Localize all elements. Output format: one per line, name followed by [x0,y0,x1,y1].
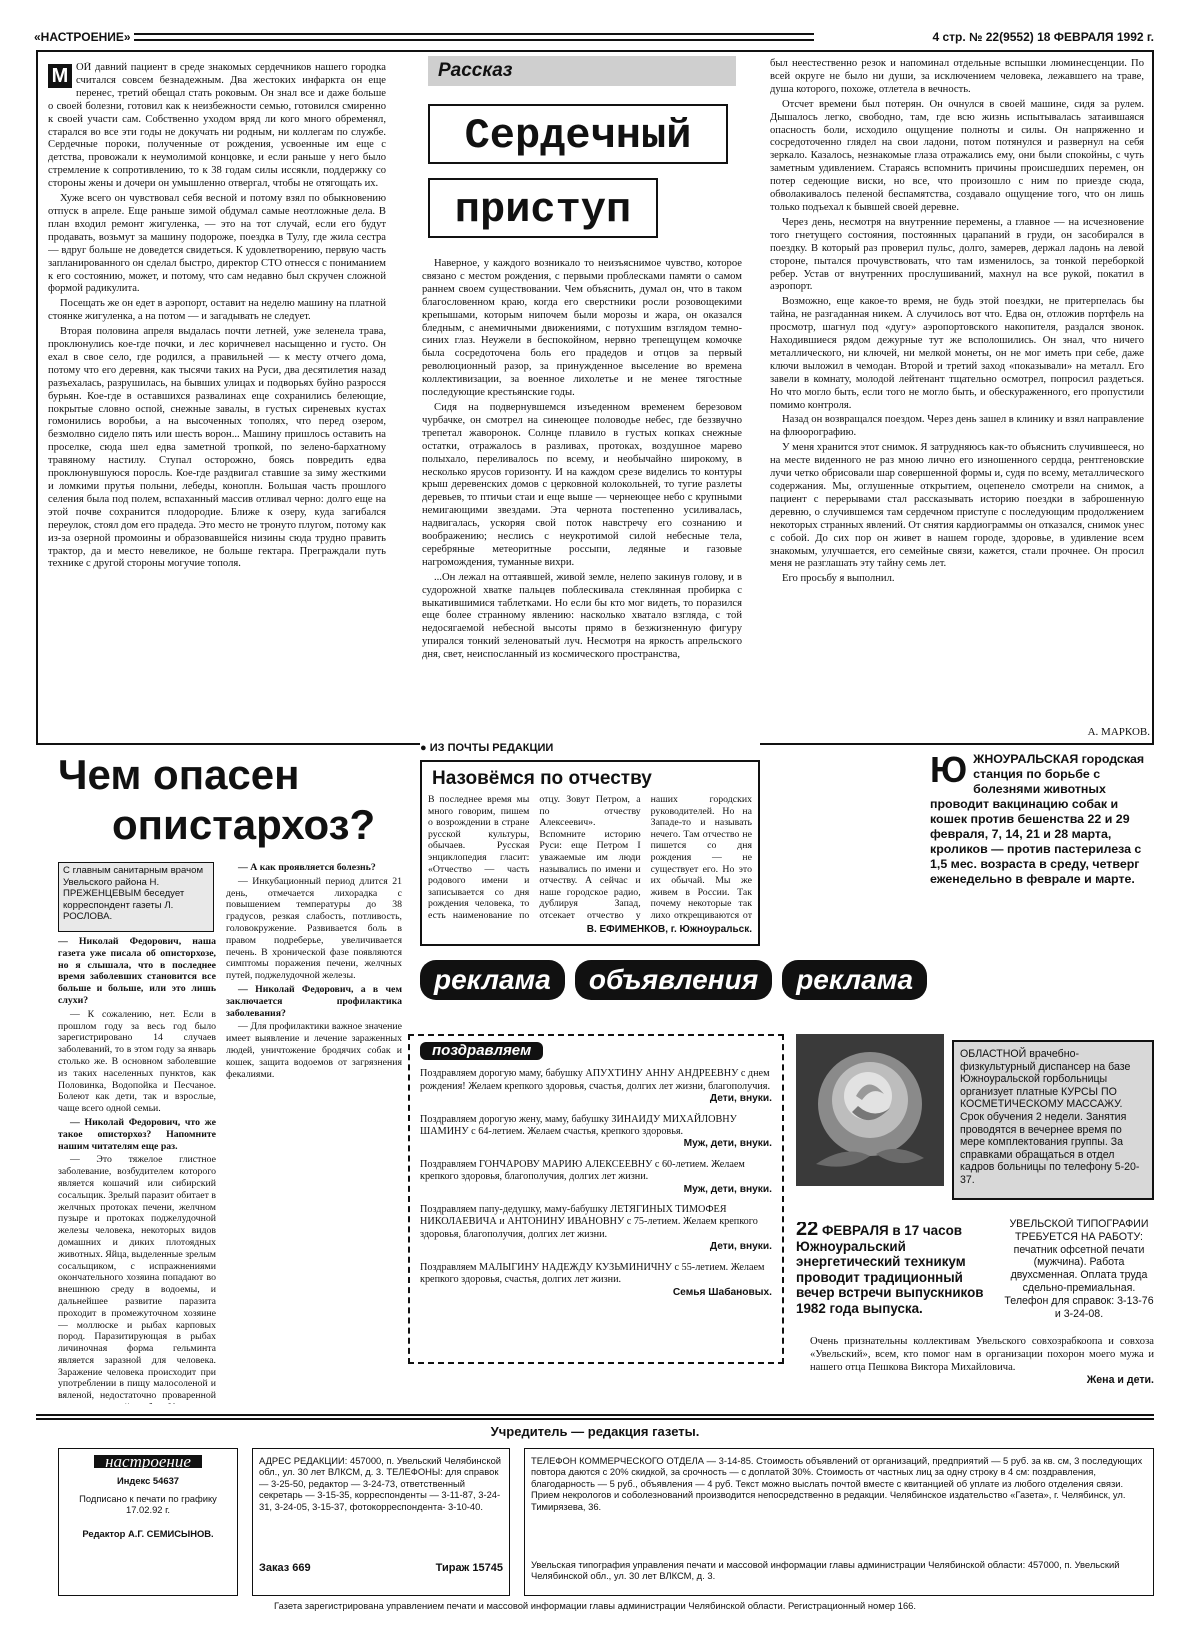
story-paragraph: Его просьбу я выполнил. [782,573,895,585]
interview-answer: — Это тяжелое глистное заболевание, возбудителем которого является кошачий или сибирский сосальщик. Зрелый паразит обитает в желчных протоках печени, желчном пузыре и протоках поджелудочной железы человека, некоторых видов домашних и диких плотоядных животных. Яйца, выделенные зрелым сосальщиком, с испражнениями окончательного хозяина попадают во внешнюю среду в водоемы, и дальнейшее развитие паразита проходит в промежуточном хозяине — моллюске и рыбах карповых пород. Паразитирующая в рыбах личиночная форма гельминта является заразной для человека. Заражение человека происходит при употреблении в пищу малосоленой и вяленой, недостаточно проваренной [58,1154,216,1402]
editor-name: Редактор А.Г. СЕМИСЫНОВ. [82,1527,214,1539]
story-rubric: Рассказ [428,56,736,86]
story-paragraph: У меня хранится этот снимок. Я затрудняюсь как-то объяснить случившееся, но на месте виденного не раз мною лично его изношенного сердца, рентгеновские лучи четко обрисовали шар совершенной формы и, судя по всему, металлического содержания. Мы, оглушенные открытием, оцепенело смотрели на снимок, а пациент с перерывами стал рассказывать историю поездки в заброшенную деревню, о случившемся там сердечном приступе с последующим продолжением некоторых странных явлений. От снятия кардиограммы он отказался, снимок унес с собой. До сих пор он живет в нашем городе, здоровье, в удивление всем знакомым, улучшается, его семейные связи, кажется, стали прочнее. Он просил меня не разглашать эту тайну семь лет. [770,442,1144,570]
congratulation-entry [420,1068,772,1105]
massage-courses-notice: ОБЛАСТНОЙ врачебно-физкультурный диспансер на базе Южноуральской горбольницы организует платные КУРСЫ ПО КОСМЕТИЧЕСКОМУ МАССАЖУ. Срок обучения 2 недели. Занятия проводятся в вечернее время по мере комплектования группы. За справками обращаться в отдел кадров больницы по телефону 5-20-37. [952,1040,1154,1200]
order-number: Заказ 669 [259,1562,311,1574]
congratulation-text: Поздравляем ГОНЧАРОВУ МАРИЮ АЛЕКСЕЕВНУ с 60-летием. Желаем крепкого здоровья, благополучия, долгих лет жизни. [420,1158,745,1183]
interview-question: — А как проявляется болезнь? [238,862,376,873]
subscription-index: Индекс 54637 [116,1475,180,1487]
footer-founder: Учредитель — редакция газеты. [490,1424,700,1439]
alumni-evening-day: 22 [796,1222,819,1240]
interview-question: — Николай Федорович, что же такое описторхоз? Напомните нашим читателям еще раз. [58,1116,216,1152]
story-paragraph: был неестественно резок и напоминал отдельные вспышки люминесценции. По всей округе не было ни души, за исключением человека, лежавшего на траве, душа которого, похоже, отлетела в вечность. [770,58,1144,95]
footer-address [252,1448,510,1596]
page-header [34,26,1154,48]
gratitude-text: Очень признательны коллективам Увельского совхозрабкоопа и совхоза «Увельский», всем, кто помог нам в организации похорон моего мужа и нашего отца Пешкова Виктора Михайловича. [810,1336,1154,1373]
alumni-evening-text: ФЕВРАЛЯ в 17 часов Южноуральский энергетический техникум проводит традиционный вечер встречи выпускников 1982 года выпуска. [796,1223,984,1316]
job-notice [1004,1218,1154,1330]
rose-icon [796,1034,944,1186]
vaccination-initial: Ю [930,752,968,790]
interview-answer: — Инкубационный период длится 21 день, отмечается лихорадка с повышением температуры до 38 градусов, резкая слабость, потливость, головокружение. Развивается боль в правом подреберье, увеличивается печень. В хронической фазе появляются симптомы поражения печени, желчных путей, поджелудочной железы. [226,875,402,982]
alumni-evening-notice [796,1222,996,1332]
mail-signature: В. ЕФИМЕНКОВ, г. Южноуральск. [586,924,752,935]
job-notice-title: УВЕЛЬСКОЙ ТИПОГРАФИИ [1009,1218,1149,1230]
congratulation-text: Поздравляем дорогую жену, маму, бабушку ЗИНАИДУ МИХАЙЛОВНУ ШАМИНУ с 64-летием. Желаем счастья, крепкого здоровья. [420,1113,737,1138]
story-paragraph: Отсчет времени был потерян. Он очнулся в своей машине, сидя за рулем. Дышалось легко, свободно, там, где всю жизнь испытывалась затаившаяся опасность боли, исходило ощущение полноты и силы. Он напряженно и сосредоточенно глядел на свои ладони, потом потянулся и развернул на себя зеркало. Казалось, незнакомые глаза отражались ему, они были спокойны, с чуть заметным удивлением. Стараясь вспомнить причины происшедших перемен, он потер седеющие виски, но все, что произошло с ним по приезде сюда, обволакивалось пеленой беспамятства, создавало ощущение того, что он лишь только подъехал к бывшей своей деревне. [770,98,1144,213]
editorial-address: АДРЕС РЕДАКЦИИ: 457000, п. Увельский Челябинской обл., ул. 30 лет ВЛКСМ, д. 3. ТЕЛЕФОНЫ: для справок — 3-25-50, редактор — 3-24-73, ответственный секретарь — 3-15-35, корреспонденты — 3-11-87, 3-24-31, 3-24-05, 3-15-37, фотокорреспондента- 3-10-40. [259,1455,502,1512]
newspaper-logo: настроение [94,1455,202,1468]
vaccination-text: ЖНОУРАЛЬСКАЯ городская станция по борьбе с болезнями животных проводит вакцинацию собак и кошек против бешенства 22 и 29 февраля, 7, 14, 21 и 28 марта, кроликов — против пастерилеза с 1,5 мес. возраста в среду, четверг еженедельно в феврале и марте. [930,752,1145,886]
opisthorchosis-column-2 [226,862,402,1404]
header-rule [134,33,814,41]
story-paragraph: Посещать же он едет в аэропорт, оставит на неделю машину на платной стоянке жигуленка, а на потом — и загадывать не следует. [48,298,386,323]
story-paragraph: Вторая половина апреля выдалась почти летней, уже зеленела трава, проклюнулись кое-где почки, и лес коричневел насыщенно и густо. Он ехал в свое село, где родился, а правильней — к месту отчего дома, потому что его деревня, как тысячи таких на Руси, два десятилетия назад разъехалась, разрушилась, на бывших улицах и подворьях буйно разросся бурьян. Кое-где в оставшихся развалинах еще сохранились белеющие, покрытые словно оспой, снежные завалы, в густых сиреневых кустах гомонились воробьи, а на высоченных тополях, что перед озером, безмолвно сидело пять или шесть ворон... Машину пришлось оставить на проселке, сюда шел едва заметной тропкой, по зелено-бархатному травяному настилу. Ступал осторожно, боясь повредить едва проклюнувшуюся поросль. Кое-где раздвигал ставшие за зиму жесткими и ломкими прутья полыни, лебеды, коноплн. Большая часть прошлого селения была под полем, вспаханный массив отливал черно: долго еще на этой почве сохранится плодородие. Ближе к озеру, куда загибался переулок, стоял дом его прадеда. Это место не тронуто плугом, потому как из-за озерной промоины и образовавшейся низины сюда трудно править трактор, да и место невеликое, не больше гектара. Преграждали путь технике с другой стороны могучие тополя. [48,326,386,570]
circulation: Тираж 15745 [435,1562,503,1574]
congratulations-box [408,1034,784,1364]
signed-for-print: Подписано к печати по графику 17.02.92 г. [79,1492,217,1516]
story-column-2 [422,258,742,740]
banner-word-ads-2: реклама [782,960,927,1000]
mail-box [420,760,760,946]
congratulation-from: Семья Шабановых. [672,1286,772,1298]
story-author: А. МАРКОВ. [1087,726,1150,738]
mail-text: В последнее время мы много говорим, пишем о возрождении в стране русской культуры, обычаев. Русская энциклопедия гласит: «Отчество — часть родового имени и записывается со дня рождения человека, то есть наименование по отцу. Зовут Петром, а по отчеству Алексеевич». Вспомните историю Руси: еще Петром I уважаемые им люди назывались по имени и отчеству. А сейчас и наше городское радио, дублируя Запад, отсекает отчество у наших городских руководителей. Но на Западе-то и называть нечего. Там отчество не пишется со дня рождения — не существует его. Но это их обычай. Мы же живем в России. Так почему некоторые так лихо открещиваются от [428,794,752,921]
story-paragraph: ...Он лежал на оттаявшей, живой земле, нелепо закинув голову, и в судорожной хватке пальцев поблескивала стеклянная пробирка с выкатившимися таблетками. Но если бы кто мог видеть, то поразился еще более странному явлению: насколько хватало взгляда, с той недосягаемой небесной высоты прямо в безжизненную фигуру упирался тонкий зеленоватый луч. Несмотря на яркость апрельского дня, свет, неиспосланный из космического пространства, [422,571,742,661]
banner-word-ads-1: реклама [420,960,565,1000]
story-paragraph: Через день, несмотря на внутренние перемены, а главное — на исчезновение того гнетущего состояния, постоянных царапаний в груди, он засобирался в поездку. В который раз проверил пульс, долго, замерев, держал ладонь на левой стороне, пытался прочувствовать, что там изменилось, за тонкой переборкой ребер. Устав от внутренних прослушиваний, махнул на все рукой, покатил в аэропорт. [770,216,1144,293]
ads-banner [420,960,1154,1008]
story-paragraph: Хуже всего он чувствовал себя весной и потому взял по обыкновению отпуск в апреле. Еще раньше зимой обдумал самые неотложные дела. В план входил ремонт жигуленка, — это на тот случай, если его будут продавать, возьмут за машину подороже, поездка в Тулу, где жила сестра — вдруг больше не доведется свидеться. К удовлетворению, первую часть запланированного он сделал быстро, директор СТО отнесся с пониманием к его состоянию, может, и потому, что сам недавно был скручен сложной формой радикулита. [48,193,386,295]
job-notice-subtitle: ТРЕБУЕТСЯ НА РАБОТУ: [1015,1230,1143,1243]
congratulation-entry [420,1159,772,1196]
opisthorchosis-title-line-2: опистархоз? [112,801,376,848]
story-paragraph: Назад он возвращался поездом. Через день зашел в клинику и взял направление на флюорографию. [770,414,1144,439]
mail-rubric-text: ИЗ ПОЧТЫ РЕДАКЦИИ [429,742,554,754]
story-title-line-1: Сердечный [428,104,728,164]
opisthorchosis-title [58,750,418,860]
vaccination-notice [930,752,1154,948]
congratulation-from: Муж, дети, внуки. [683,1138,772,1150]
story-paragraph: ОЙ давний пациент в среде знакомых сердечников нашего городка считался совсем безнадежным. Два жестоких инфаркта он еще перенес, третий обещал стать роковым. Он знал все и даже больше о своей болезни, готовил как к неизбежности семью, готовился смиренно к своей участи сам. Собственно уходом вряд ли кого много обременял, старался во все эти годы не докучать ни родным, ни коллегам по службе. Сердечные пороки, полученные от рождения, усвоенные им еще с детства, провожали к неумолимой концовке, и если раньше у него было стремление к сопротивлению, то к 38 годам силы иссякли, поддержку со стороны жены и дочери он умышленно отвергал, чтобы не отягощать их. [48,62,386,190]
congratulation-entry [420,1114,772,1151]
job-notice-phones: Телефон для справок: 3-13-76 и 3-24-08. [1004,1294,1154,1320]
print-info [259,1563,503,1574]
congratulation-entry [420,1204,772,1254]
congratulation-entry [420,1262,772,1299]
rose-image [796,1034,944,1186]
story-title-line-2: приступ [428,178,658,238]
congratulation-from: Дети, внуки. [709,1241,772,1253]
job-notice-text: печатник офсетной печати (мужчина). Работа двухсменная. Оплата труда сдельно-премиальная. [1010,1243,1148,1294]
story-column-3 [770,58,1144,724]
gratitude-from: Жена и дети. [1086,1374,1154,1387]
footer-commercial [524,1448,1154,1596]
story-dropcap: М [48,64,72,88]
printer-info: Увельская типография управления печати и массовой информации главы администрации Челябинской области: 457000, п. Увельский Челябинской обл., ул. 30 лет ВЛКСМ, д. 3. [531,1559,1120,1582]
banner-word-announcements: объявления [575,960,772,1000]
congratulation-text: Поздравляем МАЛЫГИНУ НАДЕЖДУ КУЗЬМИНИЧНУ с 55-летием. Желаем крепкого здоровья, счастья, долгих лет жизни. [420,1261,765,1286]
story-column-1 [48,62,386,738]
congratulation-from: Дети, внуки. [709,1093,772,1105]
interview-question: — Николай Федорович, наша газета уже писала об описторхозе, но я слышала, что в последнее время заболевших становится все больше и больше, или это лишь слухи? [58,936,216,1006]
mail-rubric [420,742,760,758]
interview-answer: — К сожалению, нет. Если в прошлом году за весь год было зарегистрировано 14 случаев заболеваний, то в этом году за январь столько же. В основном заболевшие из таких населенных пунктов, как Половинка, Водопойка и Песчаное. Болеют как дети, так и взрослые, чаще всего одной семьи. [58,1008,216,1115]
congratulation-text: Поздравляем папу-дедушку, маму-бабушку ЛЕТЯГИНЫХ ТИМОФЕЯ НИКОЛАЕВИЧА и АНТОНИНУ ИВАНОВНУ с 75-летием. Желаем крепкого здоровья, благополучия, долгих лет жизни. [420,1204,758,1240]
registration-line: Газета зарегистрирована управлением печати и массовой информации главы администрации Челябинской области. Регистрационный номер 166. [274,1600,916,1611]
opisthorchosis-column-1 [58,936,216,1404]
interview-answer: — Для профилактики важное значение имеет выявление и лечение зараженных людей, уничтожение бродячих собак и кошек, защита водоемов от загрязнения фекалиями. [226,1021,402,1080]
gratitude-notice [810,1336,1154,1400]
commercial-info: ТЕЛЕФОН КОММЕРЧЕСКОГО ОТДЕЛА — 3-14-85. Стоимость объявлений от организаций, предприятий — 5 руб. за кв. см, 3 последующих повтора даются с 20% скидкой, за срочность — с доплатой 30%. Стоимость от частных лиц за одну строку в 4 см: поздравления, благодарность — 5 руб., объявления — 4 руб. Текст можно выслать почтой вместе с квитанцией об уплате из любого отделения связи. Прием некрологов и соболезнований производится непосредственно в редакции. Челябинское издательство «Газета», г. Челябинск, ул. Тимирязева, 36. [531,1455,1143,1512]
mail-rubric-bullet: ● [420,742,427,754]
issue-info: 4 стр. № 22(9552) 18 ФЕВРАЛЯ 1992 г. [932,30,1154,44]
story-paragraph: Наверное, у каждого возникало то неизъяснимое чувство, которое связано с местом рождения, с первыми проблесками памяти о самом раннем своем существовании. Чем объяснить, думал он, что в таком благословенном краю, когда его сверстники росли розовощекими крепышами, которым нипочем были морозы и жара, он оказался бледным, с анемичными движениями, с потухшим взглядом темно-синих глаз. Неужели в беспокойном, нервно трепещущем комочке была сосредоточена боль его прадедов и отцов за первый революционный разор, за принужденное выселение во времена коллективизации, за военное лихолетье и не менее тягостные последующие крестьянские годы. [422,258,742,399]
congratulation-text: Поздравляем дорогую маму, бабушку АПУХТИНУ АННУ АНДРЕЕВНУ с днем рождения! Желаем крепкого здоровья, счастья, долгих лет жизни, благополучия. [420,1068,771,1092]
congratulation-from: Муж, дети, внуки. [683,1183,772,1195]
interview-intro: С главным санитарным врачом Увельского района Н. ПРЕЖЕНЦЕВЫМ беседует корреспондент газеты Л. РОСЛОВА. [58,862,214,932]
story-paragraph: Сидя на подвернувшемся изъеденном временем березовом чурбачке, он смотрел на синеющее половодье небес, где беззвучно трепетал жаворонок. Солнце плавило в густых копках снежные остатки, отражалось в разливах, протоках, воздушное марево полыхало, переливалось по всему, и необычайно широкому, в несколько ярусов горизонту. И на каждом срезе виделись то контуры крыш деревенских домов с церковной колокольней, то тугие разлеты деревьев, то птичьи стаи и еще выше — чернеющее небо с крупными немигающими звездами. Эта чернота постепенно усиливалась, надвигалась, ускоряя свой поток навстречу его сознанию и воображению; неслись с неукротимой силой небесные тела, серебряные метеоритные россыпи, ледяные и газовые нагромождения, туманные вихри. [422,401,742,568]
interview-question: — Николай Федорович, а в чем заключается профилактика заболевания? [226,983,402,1019]
congratulations-badge: поздравляем [420,1042,543,1060]
opisthorchosis-title-line-1: Чем опасен [58,751,300,798]
mail-title: Назовёмся по отчеству [432,768,652,789]
story-paragraph: Возможно, еще какое-то время, не будь этой поездки, не притерпелась бы тайна, не разгаданная никем. А случилось вот что. Едва он, отложив портфель на просмотр, шагнул под «дугу» аэропортовского накопителя, раздался звонок. Находившиеся рядом дежурные тут же всполошились. Он знал, что ничего металлического, ни ключей, ни мелкой монеты, он не мог иметь при себе, даже ключи выложил в чемодан. Второй и третий заход «показывали» на металл. Его завели в комнату, молодой лейтенант тщательно осмотрел, попросил раздеться. Но что могло быть, если того не могло быть, и обескураженного, его пропустили помимо контроля. [770,296,1144,411]
newspaper-name: «НАСТРОЕНИЕ» [34,30,131,44]
footer-masthead [58,1448,238,1596]
